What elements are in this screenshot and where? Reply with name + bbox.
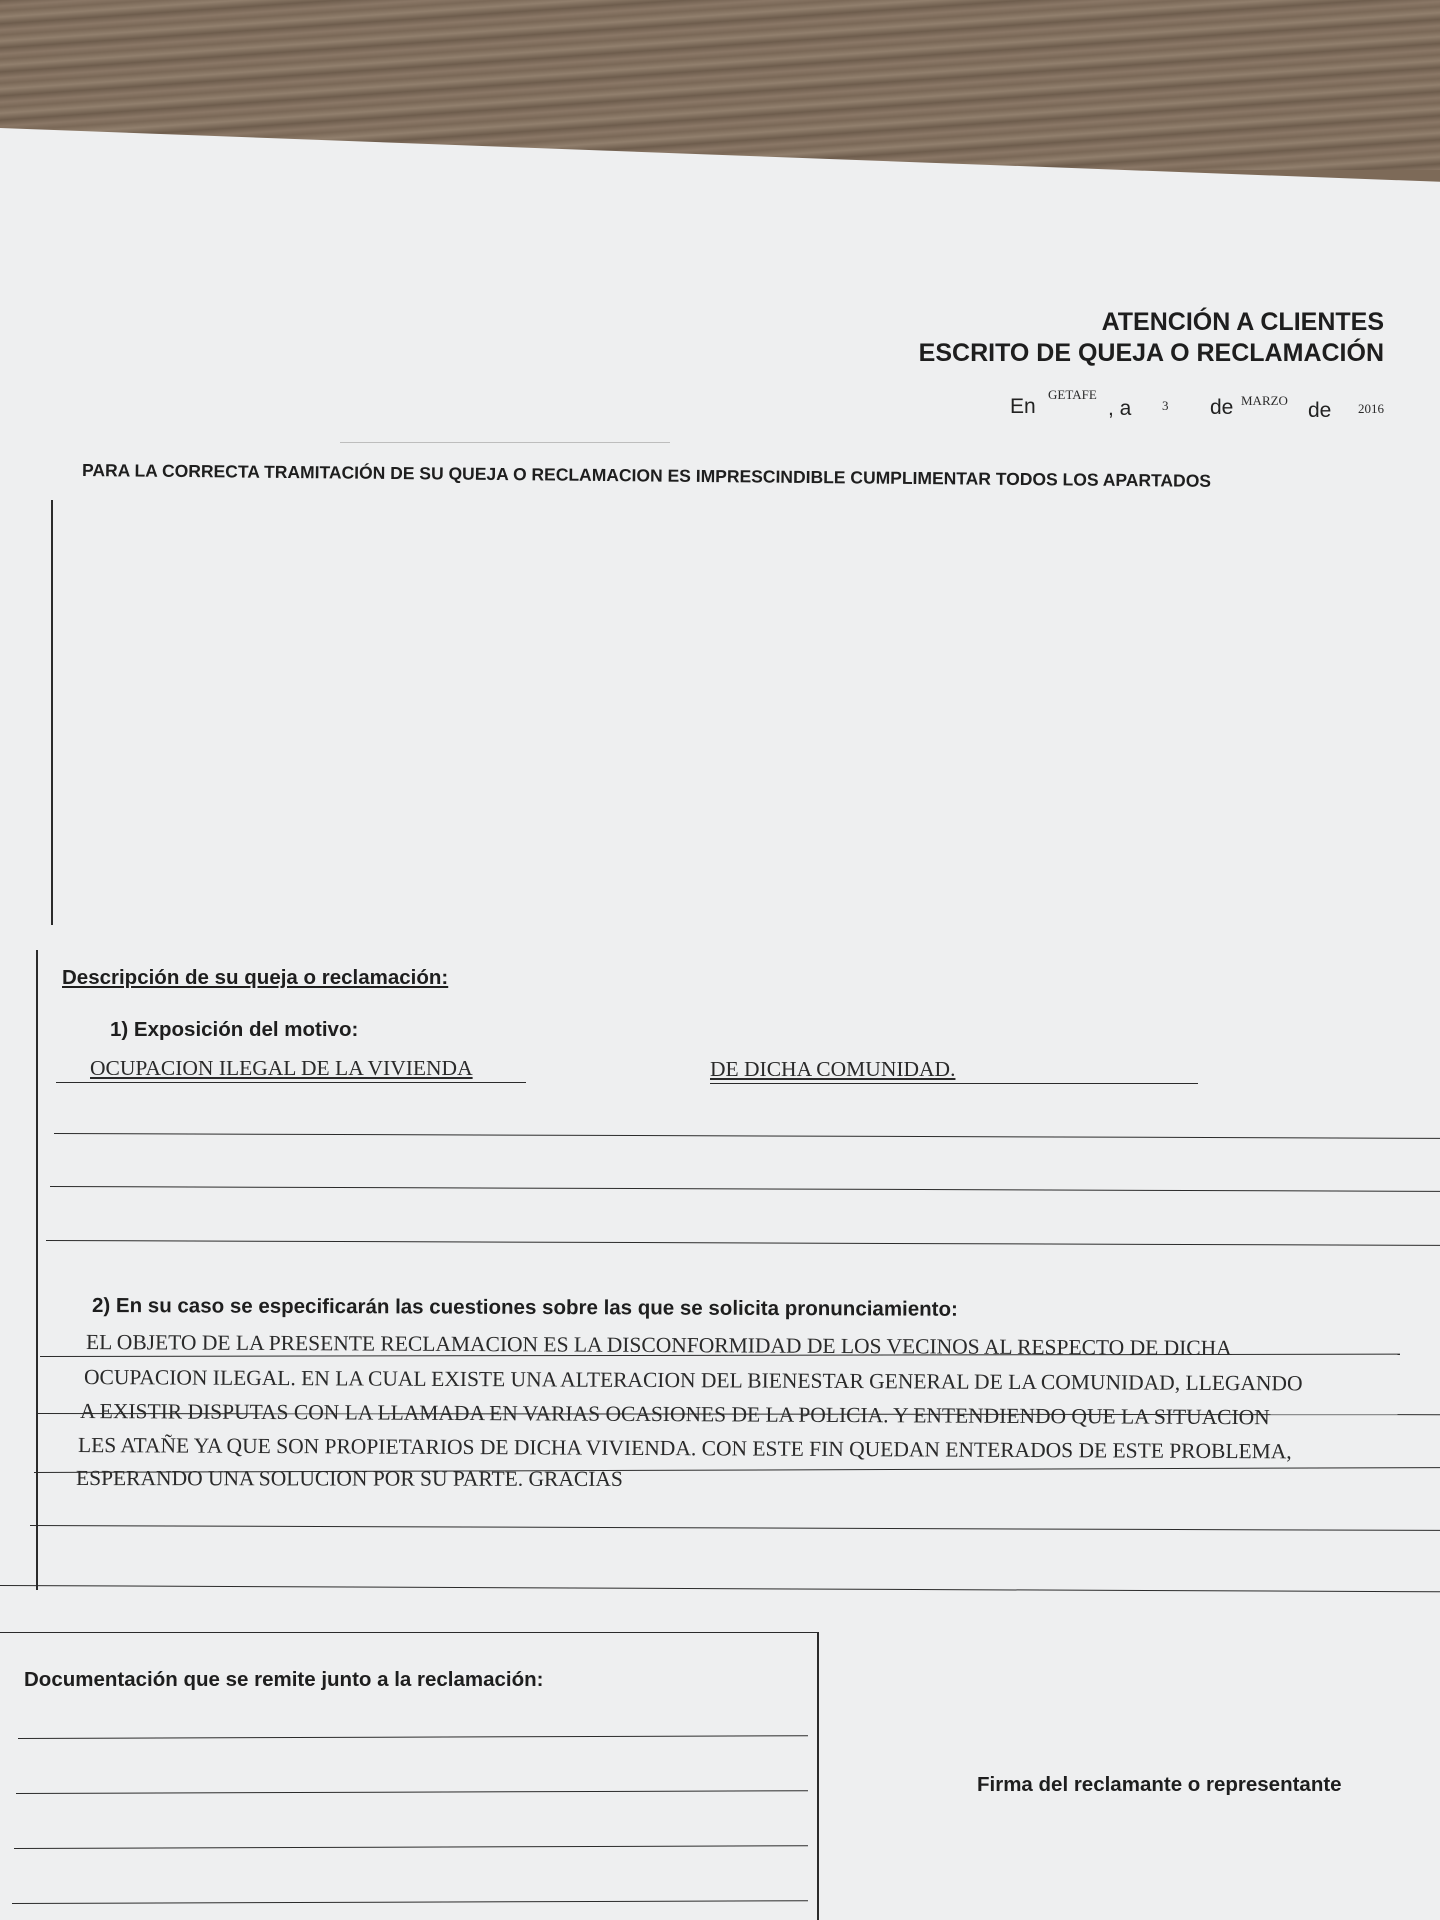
date-a-label: , a: [1108, 397, 1132, 420]
date-year: 2016: [1358, 401, 1384, 416]
motivo-text-left: OCUPACION ILEGAL DE LA VIVIENDA: [90, 1056, 473, 1080]
instructions-text: PARA LA CORRECTA TRAMITACIÓN DE SU QUEJA O RECLAMACION ES IMPRESCINDIBLE CUMPLIMENTAR TODOS LOS APARTADOS: [81, 460, 1212, 491]
pronunciamiento-label: 2) En su caso se especificarán las cuestiones sobre las que se solicita pronunciamiento:: [91, 1294, 958, 1321]
header-title-line2: ESCRITO DE QUEJA O RECLAMACIÓN: [918, 339, 1384, 367]
pronunciamiento-line-5: ESPERANDO UNA SOLUCION POR SU PARTE. GRACIAS: [75, 1466, 623, 1491]
documentation-box-top: [0, 1632, 818, 1633]
motivo-text-right: DE DICHA COMUNIDAD.: [710, 1057, 956, 1081]
motivo-underline-1: [56, 1082, 526, 1083]
documentation-box-right: [817, 1632, 819, 1920]
date-de-label2: de: [1308, 399, 1332, 422]
signature-label: Firma del reclamante o representante: [977, 1773, 1342, 1796]
pronunciamiento-line-2: OCUPACION ILEGAL. EN LA CUAL EXISTE UNA ALTERACION DEL BIENESTAR GENERAL DE LA COMUNIDAD, LLEGANDO: [83, 1365, 1303, 1396]
pronunciamiento-line-1: EL OBJETO DE LA PRESENTE RECLAMACION ES LA DISCONFORMIDAD DE LOS VECINOS AL RESPECTO DE DICHA: [85, 1330, 1232, 1360]
blank-area-border: [51, 500, 53, 925]
motivo-label: 1) Exposición del motivo:: [110, 1018, 359, 1041]
description-heading: Descripción de su queja o reclamación:: [62, 966, 449, 989]
pronunciamiento-line-3: A EXISTIR DISPUTAS CON LA LLAMADA EN VARIAS OCASIONES DE LA POLICIA. Y ENTENDIENDO QUE LA SITUACION: [79, 1399, 1270, 1430]
documentation-heading: Documentación que se remite junto a la reclamación:: [24, 1668, 544, 1691]
motivo-underline-2: [710, 1083, 1198, 1084]
faint-rule: [340, 442, 670, 443]
description-box-left-border: [36, 950, 38, 1590]
header-title-line1: ATENCIÓN A CLIENTES: [1101, 308, 1384, 336]
date-de-label1: de: [1210, 396, 1234, 419]
pronunciamiento-line-4: LES ATAÑE YA QUE SON PROPIETARIOS DE DICHA VIVIENDA. CON ESTE FIN QUEDAN ENTERADOS DE ESTE PROBLEMA,: [77, 1433, 1292, 1464]
date-place: GETAFE: [1048, 387, 1097, 402]
date-en-label: En: [1010, 395, 1036, 418]
date-day: 3: [1162, 398, 1169, 413]
date-month: MARZO: [1241, 393, 1288, 408]
